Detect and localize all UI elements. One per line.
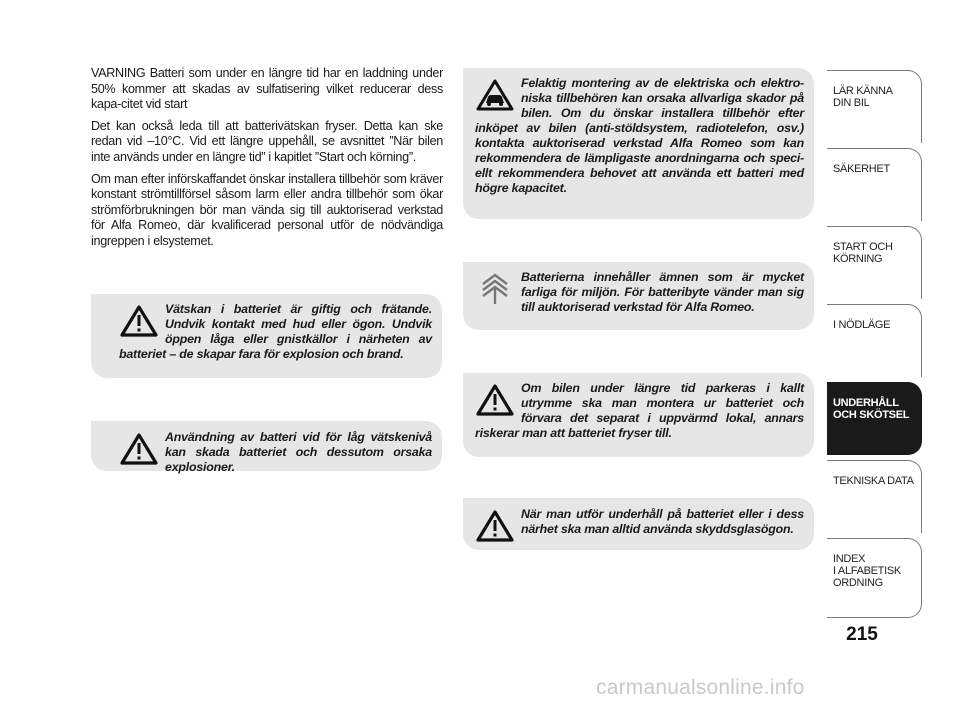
- warning-box-low-fluid: [91, 421, 442, 474]
- accessories-paragraph: Om man efter införskaffandet önskar installera tillbehör som kräver konstant strömtillförsel såsom larm eller andra tillbehör som ökar strömförbrukningen bör man vända sig till auktoriserad verkstad för Alfa Romeo, där kvalificerad personal utför de nödvändiga ingreppen i elsystemet.: [91, 171, 443, 248]
- tab-start-och-korning[interactable]: [827, 226, 922, 299]
- warning-text: Vätskan i batteriet är giftig och frätande. Undvik kontakt med hud eller ögon. Undvik öppen låga eller gnistkällor i närheten av batteriet – de skapar fara för explosion och brand.: [119, 302, 432, 361]
- tab-label: START OCH KÖRNING: [833, 241, 893, 265]
- tab-label: LÄR KÄNNA DIN BIL: [833, 85, 893, 109]
- car-warning-icon: [475, 78, 515, 112]
- tab-label: UNDERHÅLL OCH SKÖTSEL: [833, 397, 910, 421]
- warning-triangle-icon: [119, 304, 159, 338]
- warning-triangle-icon: [119, 432, 159, 466]
- warning-text: När man utför underhåll på batteriet eller i dess närhet ska man alltid använda skyddsglasögon.: [521, 507, 804, 536]
- warning-box-safety-glasses: [463, 498, 814, 550]
- chapter-nav: [827, 70, 922, 623]
- warning-box-environment: [463, 262, 814, 330]
- warning-text: Batterierna innehåller ämnen som är mycket farliga för miljön. För batteribyte vänder man sig till auktoriserad verkstad för Alfa Romeo.: [521, 270, 804, 314]
- environment-icon: [475, 272, 515, 306]
- tab-lar-kanna-din-bil[interactable]: [827, 70, 922, 143]
- tab-tekniska-data[interactable]: [827, 460, 922, 533]
- tab-label: I NÖDLÄGE: [833, 319, 891, 331]
- tab-index[interactable]: [827, 538, 922, 618]
- warning-box-cold-storage: [463, 373, 814, 457]
- tab-i-nodlage[interactable]: [827, 304, 922, 377]
- left-text-column: [91, 66, 443, 256]
- tab-label: INDEX I ALFABETISK ORDNING: [833, 553, 901, 589]
- watermark: carmanualsonline.info: [596, 676, 805, 699]
- warning-box-electrical-accessories: [463, 68, 814, 219]
- warning-text: Om bilen under längre tid parkeras i kallt utrymme ska man montera ur batteriet och förvara det separat i uppvärmd lokal, annars riskerar man att batteriet fryser till.: [475, 381, 804, 440]
- warning-triangle-icon: [475, 509, 515, 543]
- tab-label: SÄKERHET: [833, 163, 890, 175]
- tab-sakerhet[interactable]: [827, 148, 922, 221]
- battery-warning-paragraph: VARNING Batteri som under en längre tid har en laddning under 50% kommer att skadas av sulfatisering vilket reducerar dess kapa-citet vid start: [91, 66, 443, 112]
- warning-text: Användning av batteri vid för låg vätskenivå kan skada batteriet och dessutom orsaka explosioner.: [165, 430, 432, 474]
- page-number: 215: [846, 624, 878, 645]
- warning-text: Felaktig montering av de elektriska och elektro-niska tillbehören kan orsaka allvarliga skador på bilen. Om du önskar installera tillbehör efter inköpet av bilen (anti-stöldsystem, radiotelefon, osv.) kontakta auktoriserad verkstad Alfa Romeo som kan rekommendera de lämpligaste anordningarna och speci-ellt rekommendera behovet att använda ett batteri med högre kapacitet.: [475, 76, 804, 195]
- freeze-paragraph: Det kan också leda till att batterivätskan fryser. Detta kan ske redan vid –10°C. Vid ett längre uppehåll, se avsnittet ”När bilen inte används under en längre tid” i kapitlet ”Start och körning”.: [91, 118, 443, 164]
- tab-underhall-och-skotsel[interactable]: [827, 382, 922, 455]
- warning-triangle-icon: [475, 383, 515, 417]
- tab-label: TEKNISKA DATA: [833, 475, 914, 487]
- warning-box-acid: [91, 294, 442, 378]
